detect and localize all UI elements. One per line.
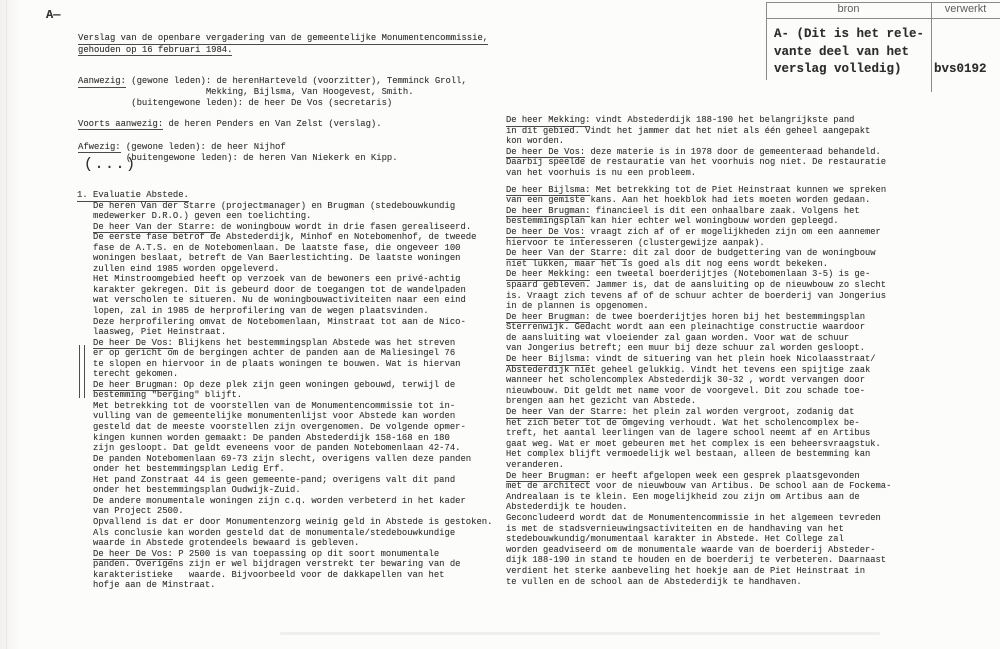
text-line: De heer De Vos: P 2500 is van toepassing op dit soort monumentale (93, 548, 440, 559)
text-line: (buitengewone leden): de heer De Vos (secretaris) (131, 97, 393, 108)
text-line: gesteld dat de meeste voorstellen zijn overgenomen. De volgende opmer- (93, 422, 466, 433)
stamp-verwerkt-header: verwerkt (944, 3, 987, 15)
margin-emphasis-mark (79, 345, 85, 398)
underlined-text: Aanwezig: (78, 76, 126, 86)
text-line: bestemming "berging" blijft. (93, 390, 243, 401)
underlined-text: gehouden op 16 februari 1984. (78, 44, 233, 55)
underlined-text: De heer De Vos: (93, 337, 173, 348)
text-line: vulling van de gemeentelijke monumentenlijst voor Abstede kan worden (93, 411, 456, 422)
text-line: van Jongerius betreft; een muur bij deze schuur zal worden gesloopt. (506, 343, 865, 354)
underlined-text: De heer Mekking: (506, 269, 591, 280)
text-line: Aanwezig: (gewone leden): de herenHarteveld (voorzitter), Temminck Groll, (78, 76, 467, 86)
underlined-text: De heer De Vos: (93, 548, 173, 559)
text-line: De eerste fase betrof de Abstederdijk, Minhof en Notebomenhof, de tweede (93, 232, 477, 243)
text-line: De heer Bijlsma: vindt de situering van het plein hoek Nicolaasstraat/ (506, 354, 876, 365)
text-line: terecht gekomen. (93, 369, 179, 380)
attendance-block (78, 76, 467, 163)
text-line: veranderen. (506, 460, 565, 470)
text-line: waarde in Abstede grotendeels bewaard is gebleven. (93, 538, 360, 549)
text-line: gaat weg. Wat er moet gebeuren met het complex is een beheersvraagstuk. (506, 438, 881, 449)
text-line: De panden Notebomenlaan 69-73 zijn slecht, overigens vallen deze panden (93, 453, 472, 464)
text-line: Het pand Zonstraat 44 is geen gemeente-pand; overigens valt dit pand (93, 474, 456, 485)
text-line (77, 190, 505, 201)
text-line: Het complex blijft vermoedelijk wel bestaan, alleen de bestemming kan (506, 449, 871, 460)
text-line: Geconcludeerd wordt dat de Monumentencommissie in het algemeen tevreden (506, 512, 881, 523)
text-line: De heer Van der Starre: dit zal door de budgettering van de woningbouw (506, 248, 876, 259)
corner-mark: A— (46, 8, 61, 22)
underlined-text: De heer Brugman: (506, 205, 591, 216)
text-line: brengen aan het gezicht van Abstede. (506, 396, 697, 407)
text-line: dijk 188-190 in stand te houden en de boerderij te verbeteren. Daarnaast (506, 555, 887, 566)
text-line (78, 33, 488, 45)
text-line: Voorts aanwezig: de heren Penders en Van Zelst (verslag). (78, 118, 382, 129)
text-line: A- (Dit is het rele- (774, 27, 925, 41)
text-line: te vullen en de school aan de Abstederdijk te handhaven. (506, 576, 802, 587)
scan-edge-shading (0, 0, 20, 649)
text-line: niet lukken, maar het is goed als dit nog eens wordt bekeken. (506, 258, 829, 269)
text-line: vante deel van het (774, 44, 910, 59)
text-line: De heer Brugman: de twee boerderijtjes horen bij het bestemmingsplan (506, 311, 865, 322)
stamp-note (774, 26, 924, 79)
underlined-text: De heer Brugman: (506, 311, 591, 322)
underlined-text: Verslag van de openbare vergadering van de gemeentelijke Monumentencommissie, (78, 33, 489, 43)
text-line: Sterrenwijk. Gedacht wordt aan een pleinachtige constructie waardoor (506, 322, 865, 333)
scan-artifact (280, 632, 880, 635)
text-line: karakteristieke waarde. Bijvoorbeeld voor de dakkapellen van het (93, 569, 445, 580)
text-line: wanneer het scholencomplex Abstederdijk 30-32 , wordt vervangen door (506, 375, 865, 386)
text-line: onder het bestemmingsplan Ledig Erf. (93, 464, 285, 475)
text-line: nieuwbouw. Dit geldt met name voor de voorgevel. Dit zou schade toe- (506, 385, 865, 396)
text-line: onder het bestemmingsplan Oudwijk-Zuid. (93, 485, 301, 496)
text-line: van Project 2500. (93, 506, 184, 517)
text-line: in de plannen is opgenomen. (506, 301, 649, 312)
text-line: De heer Van der Starre: het plein zal worden vergroot, zodanig dat (506, 407, 855, 418)
text-line: De andere monumentale woningen zijn c.q. worden verbeterd in het kader (93, 495, 466, 506)
text-line: De heer Bijlsma: Met betrekking tot de Piet Heinstraat kunnen we spreken (506, 184, 887, 195)
text-line: is met de stadsvernieuwingsactiviteiten en de handhaving van het (506, 523, 844, 534)
text-line: panden. Overigens zijn er wel bijdragen verstrekt ter bewaring van de (93, 559, 461, 570)
text-line: Daarbij speelde de restauratie van het voorhuis nog niet. De restauratie (506, 157, 887, 168)
text-line: De heer De Vos: deze materie is in 1978 door de gemeenteraad behandeld. (506, 146, 881, 157)
text-line: worden geadviseerd om de monumentale waarde van de boerderij Absteder- (506, 544, 876, 555)
text-line: te slopen en hiervoor in de plaats woningen te bouwen. Wat is hiervan (93, 358, 461, 369)
stamp-bron-header: bron (837, 3, 860, 15)
text-line: kingen kunnen worden gemaakt: De panden Abstederdijk 158-168 en 180 (93, 432, 450, 443)
text-line: woningen beslaat, betreft de Van Baerlestichting. De laatste woningen (93, 253, 461, 264)
text-line: Opvallend is dat er door Monumentenzorg weinig geld in Abstede is gestoken. (93, 516, 493, 527)
underlined-text: De heer Van der Starre: (506, 248, 628, 259)
text-line: laasweg, Piet Heinstraat. (93, 327, 227, 338)
text-line: Als conclusie kan worden gesteld dat de monumentale/stedebouwkundige (93, 527, 456, 538)
left-column (77, 190, 505, 591)
text-line: in dit gebied. Vindt het jammer dat het niet als één geheel aangepakt (506, 125, 871, 136)
text-line: Deze herprofilering omvat de Notebomenlaan, Minstraat tot aan de Nico- (93, 316, 466, 327)
text-line: medewerker D.R.O.) geven een toelichting. (93, 211, 312, 222)
text-line: spaard gebleven. Jammer is, dat de aansluiting op de nieuwbouw zo slecht (506, 279, 887, 290)
text-line: bestemmingsplan kan hier echter wel woningbouw worden gepleegd. (506, 216, 839, 227)
text-line: Abstederdijk te houden. (506, 502, 628, 513)
text-line: De heer Mekking: vindt Abstederdijk 188-190 het belangrijkste pand (506, 115, 855, 125)
text-line: hofje aan de Minstraat. (93, 580, 216, 591)
text-line: karakter gekregen. Dit is gebeurd door de toegangen tot de wandelpaden (93, 284, 466, 295)
text-line: zijn gesloopt. Dat geldt eveneens voor de panden Notebomenlaan 42-74. (93, 443, 461, 454)
underlined-text: De heer Brugman: (506, 470, 591, 481)
text-line (78, 45, 488, 57)
scan-crease-line (6, 0, 7, 649)
underlined-text: De heer Van der Starre: (506, 407, 628, 418)
omission-mark: (...) (84, 156, 137, 173)
text-line: Abstederdijk niet geheel gelukkig. Vindt het tevens een spijtige zaak (506, 364, 871, 375)
document-title (78, 33, 488, 56)
text-line: van het voorhuis is nu een probleem. (506, 167, 697, 178)
text-line: het zich beter tot de omgeving verhoudt. Wat het scholencomplex be- (506, 417, 860, 428)
text-line: stedebouwkundig/monumentaal karakter in Abstede. Het College zal (506, 534, 844, 545)
stamp-header-separator (766, 18, 1000, 19)
underlined-text: De heer Brugman: (93, 379, 179, 390)
stamp-column-divider (931, 2, 932, 92)
text-line: fase de A.T.S. en de Notebomenlaan. De laatste fase, die ongeveer 100 (93, 242, 461, 253)
text-line: lopen, zal in 1985 de herprofilering van de wegen plaatsvinden. (93, 306, 429, 317)
underlined-text: De heer De Vos: (506, 146, 586, 157)
underlined-text: Voorts aanwezig: (78, 118, 164, 129)
text-line: Het Minstroomgebied heeft op verzoek van de bewoners een privé-achtig (93, 274, 461, 285)
text-line: De heer De Vos: vraagt zich af of er mogelijkheden zijn om een aannemer (506, 226, 881, 237)
right-column (506, 115, 908, 587)
underlined-text: De heer De Vos: (506, 226, 586, 237)
text-line: De heer De Vos: Blijkens het bestemmingsplan Abstede was het streven (93, 337, 456, 348)
text-line: De heren Van der Starre (projectmanager) en Brugman (stedebouwkundig (93, 200, 456, 211)
text-line: De heer Van der Starre: de woningbouw wordt in drie fasen gerealiseerd. (93, 221, 472, 232)
underlined-text: De heer Mekking: (506, 115, 591, 125)
text-line: (buitengewone leden): de heren Van Niekerk en Kipp. (125, 152, 398, 163)
text-line: Met betrekking tot de voorstellen van de Monumentencommissie tot in- (93, 400, 456, 411)
text-line: De heer Brugman: Op deze plek zijn geen woningen gebouwd, terwijl de (93, 379, 456, 390)
text-line: De heer Brugman: er heeft afgelopen week een gesprek plaatsgevonden (506, 470, 860, 481)
stamp-code: bvs0192 (934, 62, 987, 76)
text-line: Mekking, Bijlsma, Van Hoogevest, Smith. (205, 86, 414, 97)
text-line: van een gemiste kans. Aan het hoekblok had iets moeten worden gedaan. (506, 195, 871, 206)
text-line: hiervoor te interesseren (clustergewijze aanpak). (506, 237, 765, 248)
text-line: de aansluiting wat vloeiender zal gaan worden. Voor wat de schuur (506, 332, 850, 343)
underlined-text: De heer Van der Starre: (93, 221, 216, 232)
text-line: met de architect voor de nieuwbouw van Artibus. De school aan de Fockema- (506, 481, 892, 492)
text-line: Andrealaan is te klein. Een mogelijkheid zou zijn om Artibus aan de (506, 491, 860, 502)
text-line: verslag volledig) (774, 62, 902, 76)
underlined-text: 1. Evaluatie Abstede. (77, 190, 189, 200)
underlined-text: Afwezig: (78, 141, 121, 152)
text-line: De heer Brugman: financieel is dit een onhaalbare zaak. Volgens het (506, 205, 860, 216)
text-line: er op gericht om de bergingen achter de panden aan de Maliesingel 76 (93, 348, 456, 359)
text-line: is. Vraagt zich tevens af of de schuur achter de boerderij van Jongerius (506, 290, 887, 301)
underlined-text: De heer Bijlsma: (506, 354, 591, 365)
underlined-text: De heer Bijlsma: (506, 184, 591, 195)
text-line: verdient het sterke aanbeveling het hoekje aan de Piet Heinstraat in (506, 565, 865, 576)
text-line: zullen eind 1985 worden opgeleverd. (93, 263, 280, 274)
text-line: De heer Mekking: een tweetal boerderijtjes (Notebomenlaan 3-5) is ge- (506, 269, 871, 280)
text-line: Afwezig: (gewone leden): de heer Nijhof (78, 141, 286, 152)
text-line: kon worden. (506, 136, 565, 147)
text-line: wat verscholen te situeren. Nu de woningbouwactiviteiten naar een eind (93, 295, 466, 306)
text-line: treft, het aantal leerlingen van de lagere school neemt af en Artibus (506, 428, 871, 439)
